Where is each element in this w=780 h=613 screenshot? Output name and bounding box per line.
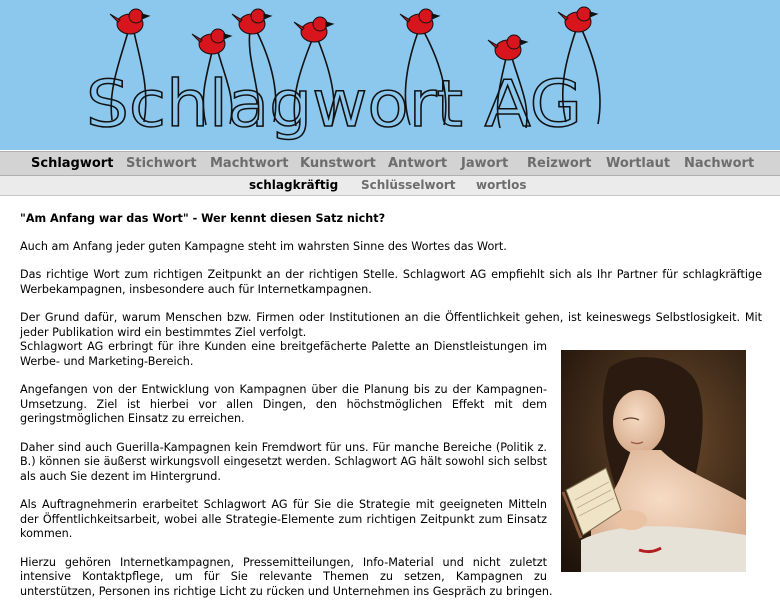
- nav-item-nachwort[interactable]: Nachwort: [684, 156, 755, 171]
- nav-item-reizwort[interactable]: Reizwort: [527, 156, 592, 171]
- nav-item-wortlaut[interactable]: Wortlaut: [606, 156, 671, 171]
- paragraph-services: Schlagwort AG erbringt für ihre Kunden eine breitgefächerte Palette an Dienstleistungen im Werbe- und Marketing-Bereich.: [20, 340, 547, 368]
- paragraph-development: Angefangen von der Entwicklung von Kampagnen über die Planung bis zu der Kampagnen-Umsetzung. Ziel ist hierbei vor allen Dingen, den höchstmöglichen Effekt mit dem geringstmöglichen Einsatz zu erreichen.: [20, 383, 547, 425]
- nav-item-kunstwort[interactable]: Kunstwort: [300, 156, 376, 171]
- nav-item-stichwort[interactable]: Stichwort: [126, 156, 197, 171]
- logo-text: Schlagwort AG: [86, 68, 582, 142]
- subnav-item-schluesselwort[interactable]: Schlüsselwort: [361, 178, 456, 192]
- paragraph-tools: Hierzu gehören Internetkampagnen, Pressemitteilungen, Info-Material und nicht zuletzt intensive Kontaktpflege, um für Sie relevante Themen zu setzen, Kampagnen zu unterstützen, Personen ins richtige Licht zu rücken und Unternehmen ins Gespräch zu bringen.: [20, 555, 553, 598]
- nav-item-jawort[interactable]: Jawort: [461, 156, 509, 171]
- paragraph-reason: Der Grund dafür, warum Menschen bzw. Firmen oder Institutionen an die Öffentlichkeit gehen, ist keineswegs Selbstlosigkeit. Mit jeder Publikation wird ein bestimmtes Ziel verfolgt.: [20, 311, 762, 339]
- subnav-item-schlagkraeftig[interactable]: schlagkräftig: [249, 178, 339, 192]
- nav-item-antwort[interactable]: Antwort: [388, 156, 448, 171]
- paragraph-strategy: Als Auftragnehmerin erarbeitet Schlagwort AG für Sie die Strategie mit geeigneten Mitteln der Öffentlichkeitsarbeit, wobei alle Strategie-Elemente zum richtigen Zeitpunkt zum Einsatz kommen.: [20, 498, 547, 540]
- paragraph-guerilla: Daher sind auch Guerilla-Kampagnen kein Fremdwort für uns. Für manche Bereiche (Politik z. B.) können sie äußerst wirkungsvoll eingesetzt werden. Schlagwort AG hält sowohl sich selbst als auch Sie dezent im Hintergrund.: [20, 440, 547, 483]
- main-nav: [0, 151, 780, 176]
- sub-nav: [0, 176, 780, 196]
- nav-item-machtwort[interactable]: Machtwort: [210, 156, 289, 171]
- reading-girl-painting: [561, 350, 746, 572]
- nav-item-schlagwort[interactable]: Schlagwort: [31, 156, 114, 171]
- subnav-item-wortlos[interactable]: wortlos: [476, 178, 527, 192]
- paragraph-intro: Auch am Anfang jeder guten Kampagne steht im wahrsten Sinne des Wortes das Wort.: [20, 239, 507, 253]
- page-heading: "Am Anfang war das Wort" - Wer kennt diesen Satz nicht?: [20, 212, 386, 225]
- header-banner: [0, 0, 780, 150]
- main-content: [20, 212, 762, 613]
- paragraph-partner: Das richtige Wort zum richtigen Zeitpunkt an der richtigen Stelle. Schlagwort AG empfiehlt sich als Ihr Partner für schlagkräftige Werbekampagnen, insbesondere auch für Internetkampagnen.: [20, 268, 762, 296]
- logo-birds-illustration: [0, 0, 780, 150]
